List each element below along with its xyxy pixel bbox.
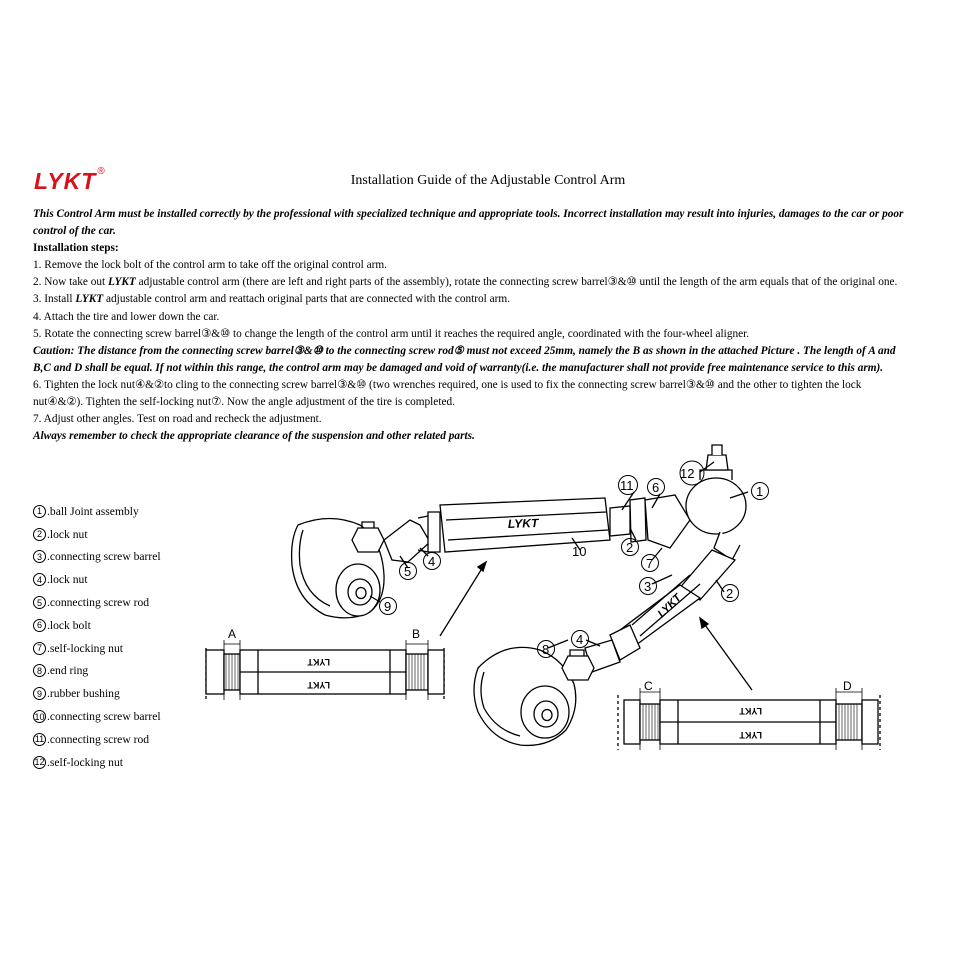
- step-7: 7. Adjust other angles. Test on road and recheck the adjustment.: [33, 413, 322, 426]
- callout-2b: 2: [726, 586, 734, 601]
- caution-note: Caution: The distance from the connecting screw barrel③&⑩ to the connecting screw rod⑤ must not exceed 25mm, namely the B as shown in the attached Picture . The length of A and B,C and D shall be equal. If not within this range, the control arm may be damaged and void of warranty(i.e. the manufacturer shall not provide free maintenance service to this arm).: [33, 344, 896, 374]
- dimension-label-c: C: [644, 679, 653, 693]
- detail-ab-brand-top: LYKT: [307, 657, 330, 667]
- legend-number: 2: [33, 528, 46, 541]
- step-3-text-end: adjustable control arm and reattach original parts that are connected with the control arm.: [103, 293, 511, 306]
- barrel-brand-lower: LYKT: [655, 591, 684, 621]
- callout-2a: 2: [626, 540, 634, 555]
- legend-label: .connecting screw barrel: [47, 550, 161, 564]
- legend-number: 3: [33, 550, 46, 563]
- page-title: Installation Guide of the Adjustable Control Arm: [350, 173, 626, 188]
- callout-11: 11: [620, 478, 634, 493]
- legend-number: 6: [33, 619, 46, 632]
- legend-number: 9: [33, 687, 46, 700]
- detail-ab-brand-bottom: LYKT: [307, 680, 330, 690]
- callout-5: 5: [404, 564, 412, 579]
- callout-3: 3: [644, 579, 652, 594]
- callout-4b: 4: [576, 632, 584, 647]
- callout-4a: 4: [428, 554, 436, 569]
- callout-12: 12: [680, 466, 695, 481]
- registered-mark: ®: [97, 166, 106, 178]
- step-2-brand: LYKT: [108, 276, 136, 289]
- legend-label: .ball Joint assembly: [47, 504, 139, 518]
- dimension-label-d: D: [843, 679, 852, 693]
- step-1: 1. Remove the lock bolt of the control arm to take off the original control arm.: [33, 259, 387, 272]
- dimension-label-b: B: [412, 627, 421, 641]
- callout-9: 9: [384, 599, 392, 614]
- legend-label: .lock nut: [47, 527, 88, 541]
- legend-number: 8: [33, 664, 46, 677]
- legend-label: .self-locking nut: [47, 641, 123, 655]
- step-2-text: 2. Now take out: [33, 276, 108, 289]
- legend-label: .connecting screw barrel: [47, 710, 161, 724]
- legend-number: 4: [33, 573, 46, 586]
- legend-number: 1: [33, 505, 46, 518]
- detail-cd-brand-bottom: LYKT: [739, 730, 762, 740]
- step-5: 5. Rotate the connecting screw barrel③&⑩ to change the length of the control arm until it reaches the required angle, coordinated with the four-wheel aligner.: [33, 327, 750, 340]
- step-6: 6. Tighten the lock nut④&②to cling to the connecting screw barrel③&⑩ (two wrenches required, one is used to fix the connecting screw barrel③&⑩ and the other to tighten the lock nut④&②). Tighten the self-locking nut⑦. Now the angle adjustment of the tire is completed.: [33, 378, 862, 409]
- legend-label: .connecting screw rod: [47, 732, 150, 746]
- step-2-text-end: adjustable control arm (there are left and right parts of the assembly), rotate the connecting screw barrel③&⑩ until the length of the arm equals that of the original one.: [135, 276, 898, 289]
- barrel-brand-upper: LYKT: [507, 515, 539, 531]
- callout-7: 7: [646, 556, 654, 571]
- steps-heading: Installation steps:: [33, 242, 119, 255]
- callout-10: 10: [572, 544, 587, 559]
- step-3-brand: LYKT: [75, 293, 104, 306]
- brand-logo-text: LYKT: [34, 168, 97, 194]
- legend-label: .connecting screw rod: [47, 596, 150, 610]
- legend-number: 5: [33, 596, 46, 609]
- detail-cd-brand-top: LYKT: [739, 706, 762, 716]
- intro-warning: This Control Arm must be installed correctly by the professional with specialized technique and appropriate tools. Incorrect installation may result into injuries, damages to the car or poor control of the car.: [33, 208, 904, 238]
- legend-label: .rubber bushing: [47, 687, 120, 701]
- callout-8: 8: [542, 642, 550, 657]
- callout-6: 6: [652, 480, 660, 495]
- legend-label: .lock bolt: [47, 618, 91, 632]
- dimension-label-a: A: [228, 627, 237, 641]
- legend-number: 12: [34, 757, 45, 768]
- step-3-text: 3. Install: [33, 293, 76, 306]
- legend-number: 10: [34, 711, 45, 722]
- legend-label: .self-locking nut: [47, 755, 123, 769]
- callout-1: 1: [756, 484, 764, 499]
- legend-number: 11: [34, 734, 45, 745]
- step-4: 4. Attach the tire and lower down the car.: [33, 310, 220, 323]
- legend-number: 7: [33, 642, 46, 655]
- legend-label: .lock nut: [47, 573, 88, 587]
- always-note: Always remember to check the appropriate clearance of the suspension and other related parts.: [33, 430, 475, 443]
- legend-label: .end ring: [47, 664, 89, 678]
